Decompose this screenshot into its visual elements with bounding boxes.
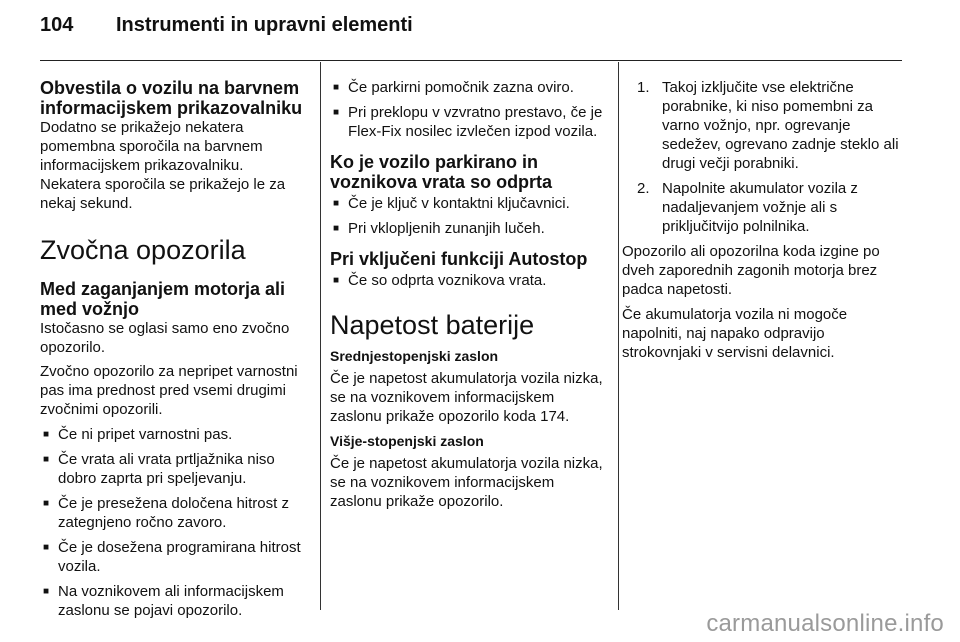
numbered-step xyxy=(622,78,904,173)
heading-vehicle-parked: Ko je vozilo parkirano in voznikova vrata so odprta xyxy=(330,152,553,192)
heading-engine-start: Med zaganjanjem motorja ali med vožnjo xyxy=(40,279,286,319)
column-divider-2 xyxy=(618,62,619,610)
list-item: ■ Na voznikovem ali informacijskem zaslonu se pojavi opozorilo. xyxy=(40,582,308,620)
column-3 xyxy=(622,68,904,362)
heading-uplevel-display: Višje-stopenjski zaslon xyxy=(330,433,484,449)
step-number: 1. xyxy=(637,79,650,96)
step-number: 2. xyxy=(637,180,650,197)
heading-warning-chimes: Zvočna opozorila xyxy=(40,235,246,265)
chapter-title: Instrumenti in upravni elementi xyxy=(116,14,413,36)
heading-midlevel-display: Srednjestopenjski zaslon xyxy=(330,348,499,364)
step-text: Takoj izključite vse električne porabnike, ki niso pomembni za varno vožnjo, npr. ogrevanje sedežev, ogrevano zadnje steklo ali drugi večji porabniki. xyxy=(662,79,899,172)
paragraph-single-chime: Istočasno se oglasi samo eno zvočno opozorilo. xyxy=(40,320,290,356)
header-rule xyxy=(40,60,902,61)
paragraph-service: Če akumulatorja vozila ni mogoče napolniti, naj napako odpravijo strokovnjaki v servisni delavnici. xyxy=(622,306,848,361)
list-item: ■ Če ni pripet varnostni pas. xyxy=(40,425,308,444)
list-item: ■ Če parkirni pomočnik zazna oviro. xyxy=(330,78,606,97)
paragraph-messages: Dodatno se prikažejo nekatera pomembna sporočila na barvnem informacijskem prikazovalniku. Nekatera sporočila se prikažejo le za nekaj sekund. xyxy=(40,119,286,212)
column-1 xyxy=(40,68,308,620)
heading-battery-voltage: Napetost baterije xyxy=(330,310,535,340)
list-item: ■ Pri vklopljenih zunanjih lučeh. xyxy=(330,219,606,238)
numbered-step xyxy=(622,179,904,236)
list-item: ■ Če je ključ v kontaktni ključavnici. xyxy=(330,194,606,213)
column-2 xyxy=(330,68,606,511)
watermark-text: carmanualsonline.info xyxy=(706,610,944,637)
paragraph-midlevel: Če je napetost akumulatorja vozila nizka, se na voznikovem informacijskem zaslonu prikaže opozorilo koda 174. xyxy=(330,370,603,425)
list-item: ■ Če je dosežena programirana hitrost vozila. xyxy=(40,538,308,576)
paragraph-uplevel: Če je napetost akumulatorja vozila nizka, se na voznikovem informacijskem zaslonu prikaže opozorilo. xyxy=(330,455,603,510)
list-item: ■ Pri preklopu v vzvratno prestavo, če je Flex-Fix nosilec izvlečen izpod vozila. xyxy=(330,103,606,141)
page-header xyxy=(40,14,413,37)
paragraph-code-disappears: Opozorilo ali opozorilna koda izgine po dveh zaporednih zagonih motorja brez padca napetosti. xyxy=(622,243,880,298)
heading-autostop: Pri vključeni funkciji Autostop xyxy=(330,249,588,269)
list-item: ■ Če so odprta voznikova vrata. xyxy=(330,271,606,290)
step-text: Napolnite akumulator vozila z nadaljevanjem vožnje ali s priključitvijo polnilnika. xyxy=(662,180,858,235)
page-number: 104 xyxy=(40,14,74,36)
heading-vehicle-messages: Obvestila o vozilu na barvnem informacijskem prikazovalniku xyxy=(40,78,303,118)
paragraph-seatbelt-priority: Zvočno opozorilo za nepripet varnostni pas ima prednost pred vsemi drugimi zvočnimi opozorili. xyxy=(40,363,298,418)
list-item: ■ Če vrata ali vrata prtljažnika niso dobro zaprta pri speljevanju. xyxy=(40,450,308,488)
list-item: ■ Če je presežena določena hitrost z zategnjeno ročno zavoro. xyxy=(40,494,308,532)
column-divider-1 xyxy=(320,62,321,610)
